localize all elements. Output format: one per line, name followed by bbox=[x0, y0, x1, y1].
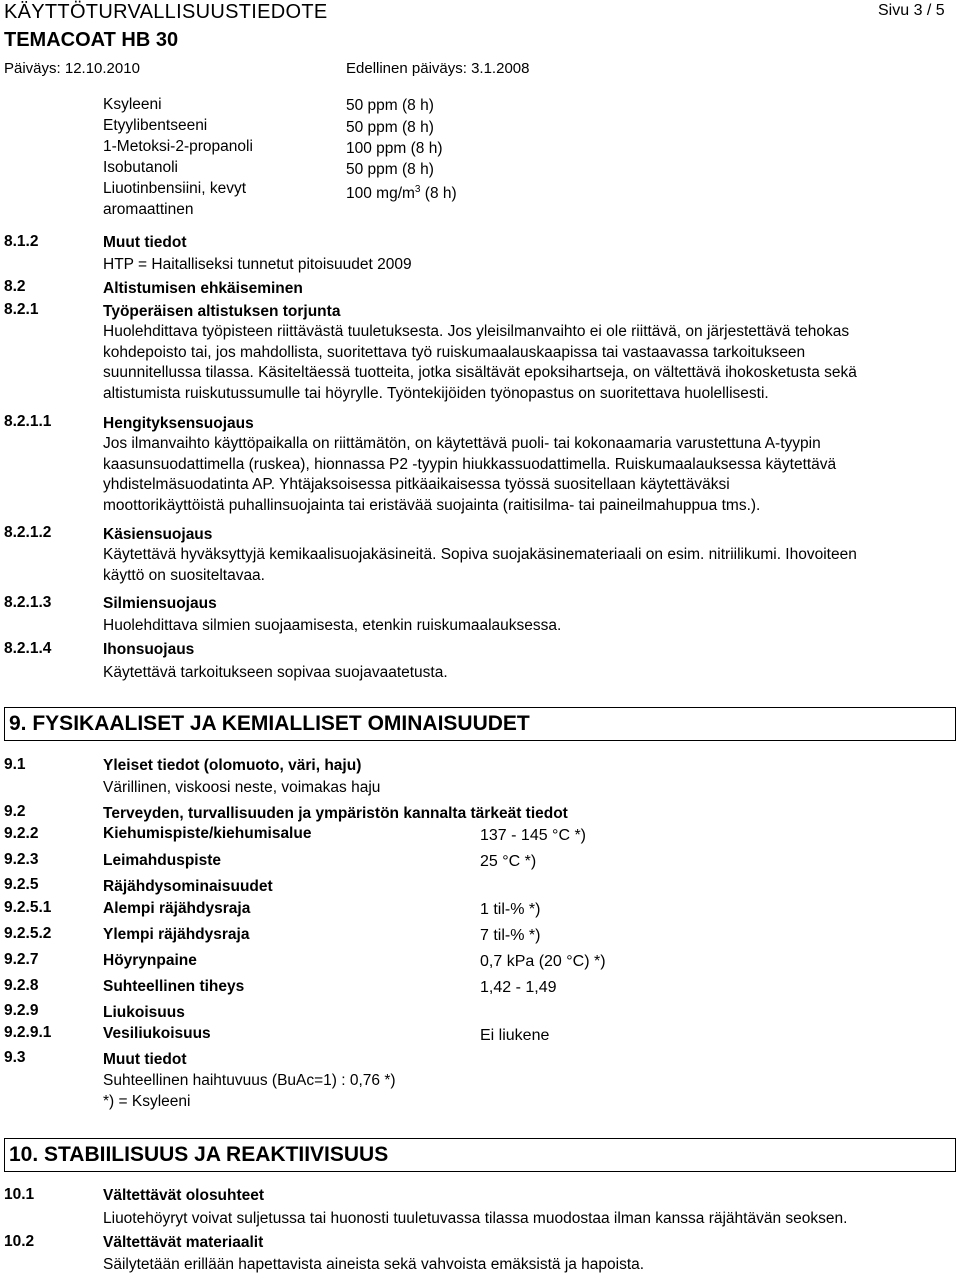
paragraph bbox=[103, 545, 857, 586]
limit-value: 50 ppm (8 h) bbox=[346, 97, 434, 114]
paragraph: Huolehdittava silmien suojaamisesta, etenkin ruiskumaalauksessa. bbox=[103, 617, 562, 634]
subsection-title: Hengityksensuojaus bbox=[103, 415, 254, 432]
paragraph-line: kohdepoisto tai, jos mahdollista, suoritettava työ ruiskumaalauskaapissa tai vastaavassa tarkoitukseen bbox=[103, 343, 806, 361]
section-number: 9.2 bbox=[4, 803, 26, 820]
subsection-title: Altistumisen ehkäiseminen bbox=[103, 280, 303, 297]
subsection-title: Vältettävät olosuhteet bbox=[103, 1187, 265, 1204]
paragraph-line: suunnitellussa tilassa. Käsiteltäessä tuotteita, jotka sisältävät epoksihartseja, on vältettävä ihokosketusta sekä bbox=[103, 364, 857, 381]
property-number: 9.2.2 bbox=[4, 825, 39, 842]
property-value: Ei liukene bbox=[480, 1027, 550, 1044]
section-number: 10.1 bbox=[4, 1186, 35, 1203]
limit-substance: aromaattinen bbox=[103, 201, 194, 218]
section-number: 8.2.1.3 bbox=[4, 594, 52, 611]
limit-substance: Liuotinbensiini, kevyt bbox=[103, 180, 247, 197]
limit-substance: Etyylibentseeni bbox=[103, 117, 208, 134]
previous-date: Edellinen päiväys: 3.1.2008 bbox=[346, 60, 530, 77]
paragraph-line: kaasunsuodattimella (ruskea), hionnassa P2 -tyypin hiukkassuodattimella. Ruiskumaalauksessa käytettävä bbox=[103, 455, 837, 473]
section-number: 8.2.1 bbox=[4, 301, 39, 318]
property-number: 9.2.3 bbox=[4, 851, 39, 868]
subsection-title: Muut tiedot bbox=[103, 1051, 187, 1068]
limit-substance: Isobutanoli bbox=[103, 159, 178, 176]
subsection-title: Muut tiedot bbox=[103, 234, 187, 251]
property-number: 9.2.7 bbox=[4, 951, 39, 968]
subsection-title: Ihonsuojaus bbox=[103, 641, 195, 658]
property-label: Ylempi räjähdysraja bbox=[103, 926, 250, 943]
property-label: Leimahduspiste bbox=[103, 852, 221, 869]
property-number: 9.2.9 bbox=[4, 1002, 39, 1019]
paragraph-line: yhdistelmäsuodatinta AP. Yhtäjaksoisessa pitkäaikaisessa työssä suositellaan käytettäväksi bbox=[103, 476, 730, 493]
paragraph: Säilytetään erillään hapettavista aineista sekä vahvoista emäksistä ja hapoista. bbox=[103, 1256, 645, 1273]
property-value: 0,7 kPa (20 °C) *) bbox=[480, 953, 606, 970]
limit-value: 50 ppm (8 h) bbox=[346, 119, 434, 136]
paragraph-line: Käytettävä hyväksyttyjä kemikaalisuojakäsineitä. Sopiva suojakäsinemateriaali on esim. nitriilikumi. Ihovoiteen bbox=[103, 546, 857, 563]
property-label: Alempi räjähdysraja bbox=[103, 900, 251, 917]
paragraph: Liuotehöyryt voivat suljetussa tai huonosti tuuletuvassa tilassa muodostaa ilman kanssa räjähtävän seoksen. bbox=[103, 1210, 848, 1227]
property-label: Suhteellinen tiheys bbox=[103, 978, 245, 995]
paragraph bbox=[103, 434, 836, 516]
document-title: KÄYTTÖTURVALLISUUSTIEDOTE bbox=[4, 1, 328, 23]
paragraph: Käytettävä tarkoitukseen sopivaa suojavaatetusta. bbox=[103, 664, 448, 681]
paragraph: Värillinen, viskoosi neste, voimakas haju bbox=[103, 779, 381, 796]
property-label: Höyrynpaine bbox=[103, 952, 197, 969]
paragraph-line: *) = Ksyleeni bbox=[103, 1092, 191, 1110]
paragraph-line: Suhteellinen haihtuvuus (BuAc=1) : 0,76 *) bbox=[103, 1072, 396, 1089]
property-label: Räjähdysominaisuudet bbox=[103, 878, 273, 895]
property-label: Vesiliukoisuus bbox=[103, 1025, 211, 1042]
limit-substance: Ksyleeni bbox=[103, 96, 162, 113]
subsection-title: Käsiensuojaus bbox=[103, 526, 213, 543]
paragraph-line: altistumista ruiskutussumulle tai höyrylle. Työntekijöiden työnopastus on suoritettava huolellisesti. bbox=[103, 384, 769, 402]
section-number: 8.2.1.4 bbox=[4, 640, 52, 657]
subsection-title: Vältettävät materiaalit bbox=[103, 1234, 264, 1251]
section-heading-10: 10. STABIILISUUS JA REAKTIIVISUUS bbox=[4, 1138, 956, 1172]
revision-date: Päiväys: 12.10.2010 bbox=[4, 60, 140, 77]
section-heading-9: 9. FYSIKAALISET JA KEMIALLISET OMINAISUUDET bbox=[4, 707, 956, 741]
property-value: 7 til-% *) bbox=[480, 927, 541, 944]
paragraph bbox=[103, 322, 857, 404]
section-number: 8.2 bbox=[4, 278, 26, 295]
limit-value: 50 ppm (8 h) bbox=[346, 161, 434, 178]
subsection-title: Yleiset tiedot (olomuoto, väri, haju) bbox=[103, 757, 362, 774]
product-name: TEMACOAT HB 30 bbox=[4, 29, 179, 51]
paragraph-line: moottorikäyttöistä puhallinsuojainta tai eristävää suojainta (raitisilma- tai paineilmahuppua tms.). bbox=[103, 496, 761, 514]
limit-value: 100 ppm (8 h) bbox=[346, 140, 443, 157]
paragraph-line: Jos ilmanvaihto käyttöpaikalla on riittämätön, on käytettävä puoli- tai kokonaamaria varustettuna A-tyypin bbox=[103, 435, 821, 452]
property-value: 25 °C *) bbox=[480, 853, 537, 870]
property-number: 9.2.8 bbox=[4, 977, 39, 994]
paragraph-line: Huolehdittava työpisteen riittävästä tuuletuksesta. Jos yleisilmanvaihto ei ole riittävä, on järjestettävä tehokas bbox=[103, 323, 850, 340]
subsection-title: Silmiensuojaus bbox=[103, 595, 217, 612]
paragraph bbox=[103, 1071, 396, 1112]
paragraph-line: käyttö on suositeltavaa. bbox=[103, 566, 265, 584]
property-value: 1,42 - 1,49 bbox=[480, 979, 557, 996]
property-value: 137 - 145 °C *) bbox=[480, 827, 587, 844]
property-number: 9.2.5.1 bbox=[4, 899, 52, 916]
property-number: 9.2.5.2 bbox=[4, 925, 52, 942]
property-label: Kiehumispiste/kiehumisalue bbox=[103, 825, 312, 842]
subsection-title: Terveyden, turvallisuuden ja ympäristön kannalta tärkeät tiedot bbox=[103, 805, 568, 822]
subsection-title: Työperäisen altistuksen torjunta bbox=[103, 303, 341, 320]
limit-value: 100 $mg/m^3$ (8 h) bbox=[346, 184, 457, 203]
page-number: Sivu 3 / 5 bbox=[878, 2, 945, 19]
property-number: 9.2.5 bbox=[4, 876, 39, 893]
section-number: 9.3 bbox=[4, 1049, 26, 1066]
section-number: 8.2.1.1 bbox=[4, 413, 52, 430]
section-number: 9.1 bbox=[4, 756, 26, 773]
property-number: 9.2.9.1 bbox=[4, 1024, 52, 1041]
section-number: 8.2.1.2 bbox=[4, 524, 52, 541]
section-number: 8.1.2 bbox=[4, 233, 39, 250]
limit-substance: 1-Metoksi-2-propanoli bbox=[103, 138, 253, 155]
property-label: Liukoisuus bbox=[103, 1004, 185, 1021]
section-number: 10.2 bbox=[4, 1233, 35, 1250]
paragraph: HTP = Haitalliseksi tunnetut pitoisuudet 2009 bbox=[103, 256, 412, 273]
property-value: 1 til-% *) bbox=[480, 901, 541, 918]
